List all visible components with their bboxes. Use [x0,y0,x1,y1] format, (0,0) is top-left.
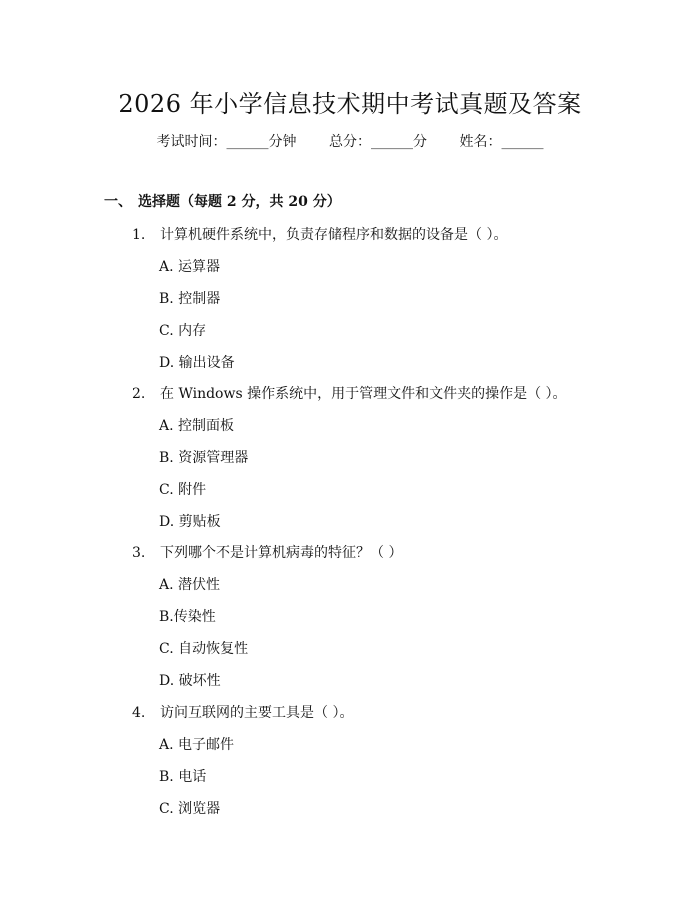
question-4 [132,702,353,722]
question-2-option-b: B. 资源管理器 [159,450,249,466]
question-text: 在 Windows 操作系统中，用于管理文件和文件夹的操作是（ ）。 [160,386,567,402]
question-3-option-a: A. 潜伏性 [159,577,221,593]
question-3-option-c: C. 自动恢复性 [159,641,249,657]
question-4-option-b: B. 电话 [159,769,207,785]
section-number: 一、 [104,194,132,210]
question-number: 3. [132,545,146,561]
question-text: 访问互联网的主要工具是（ ）。 [160,705,354,721]
section-heading [104,191,341,211]
question-2 [132,383,567,403]
question-1-option-c: C. 内存 [159,323,207,339]
exam-total-score: 总分：______分 [329,134,427,150]
question-3-option-d: D. 破坏性 [159,673,221,689]
exam-time: 考试时间：______分钟 [156,134,297,150]
question-1-option-d: D. 输出设备 [159,355,235,371]
question-2-option-c: C. 附件 [159,482,207,498]
question-1 [132,224,507,244]
question-1-option-b: B. 控制器 [159,291,221,307]
exam-meta [0,131,700,151]
document-title: 2026 年小学信息技术期中考试真题及答案 [118,90,582,118]
question-3-option-b: B.传染性 [159,609,216,625]
student-name-field: 姓名：______ [459,134,544,150]
question-number: 2. [132,386,146,402]
question-number: 1. [132,227,146,243]
question-2-option-d: D. 剪贴板 [159,514,221,530]
question-number: 4. [132,705,146,721]
question-1-option-a: A. 运算器 [159,259,221,275]
question-3 [132,542,402,562]
question-4-option-a: A. 电子邮件 [159,737,235,753]
question-text: 下列哪个不是计算机病毒的特征？（ ） [160,545,403,561]
question-4-option-c: C. 浏览器 [159,801,221,817]
section-title: 选择题（每题 2 分，共 20 分） [138,194,341,210]
question-text: 计算机硬件系统中，负责存储程序和数据的设备是（ ）。 [160,227,508,243]
question-2-option-a: A. 控制面板 [159,418,235,434]
